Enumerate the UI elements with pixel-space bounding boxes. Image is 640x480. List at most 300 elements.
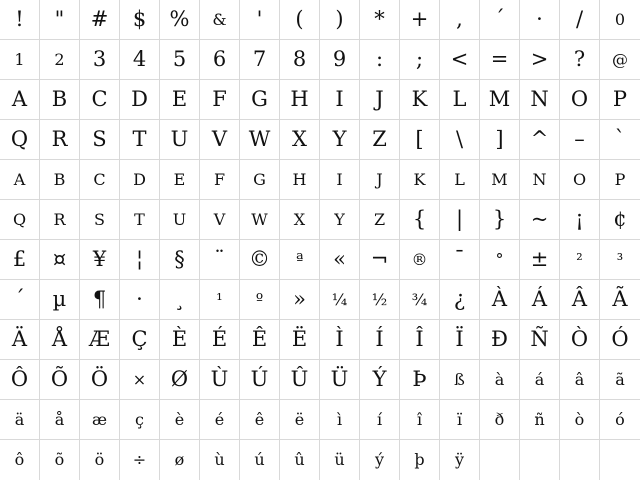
glyph-cell[interactable] <box>80 160 120 200</box>
glyph-character: U <box>172 209 187 229</box>
glyph-cell[interactable] <box>0 200 40 240</box>
glyph-cell[interactable] <box>120 120 160 160</box>
glyph-cell[interactable] <box>240 360 280 400</box>
glyph-cell[interactable] <box>200 240 240 280</box>
glyph-cell[interactable] <box>480 360 520 400</box>
glyph-cell[interactable] <box>400 0 440 40</box>
glyph-character: V <box>211 127 228 151</box>
glyph-cell[interactable] <box>320 320 360 360</box>
glyph-character: ¡ <box>575 207 584 231</box>
glyph-cell[interactable] <box>600 200 640 240</box>
glyph-cell[interactable] <box>560 160 600 200</box>
glyph-cell[interactable] <box>200 120 240 160</box>
glyph-character: Þ <box>412 367 427 391</box>
glyph-cell[interactable] <box>0 440 40 480</box>
glyph-cell[interactable] <box>160 360 200 400</box>
glyph-cell[interactable] <box>520 40 560 80</box>
glyph-cell[interactable] <box>80 40 120 80</box>
glyph-cell[interactable] <box>400 360 440 400</box>
glyph-character: Ö <box>90 367 109 391</box>
glyph-cell[interactable] <box>560 440 600 480</box>
glyph-character: H <box>290 87 309 111</box>
glyph-cell[interactable] <box>280 200 320 240</box>
glyph-character: å <box>54 409 65 429</box>
glyph-character: § <box>174 247 185 271</box>
glyph-character: ] <box>495 127 504 151</box>
glyph-character: ½ <box>371 289 388 309</box>
glyph-cell[interactable] <box>560 400 600 440</box>
glyph-cell[interactable] <box>200 80 240 120</box>
glyph-cell[interactable] <box>160 0 200 40</box>
glyph-character: Û <box>290 367 309 391</box>
glyph-cell[interactable] <box>520 400 560 440</box>
glyph-cell[interactable] <box>120 360 160 400</box>
glyph-cell[interactable] <box>480 440 520 480</box>
glyph-character: ¿ <box>453 287 466 311</box>
glyph-cell[interactable] <box>0 360 40 400</box>
glyph-character: Ä <box>11 327 28 351</box>
glyph-cell[interactable] <box>200 40 240 80</box>
glyph-cell[interactable] <box>480 120 520 160</box>
glyph-cell[interactable] <box>360 280 400 320</box>
glyph-character: ¹ <box>216 289 223 309</box>
glyph-cell[interactable] <box>400 240 440 280</box>
glyph-character: ô <box>14 450 25 469</box>
glyph-cell[interactable] <box>280 280 320 320</box>
glyph-cell[interactable] <box>600 0 640 40</box>
glyph-character: Â <box>571 287 588 311</box>
glyph-cell[interactable] <box>40 40 80 80</box>
glyph-character: ) <box>335 7 344 31</box>
glyph-character: ³ <box>616 249 624 269</box>
glyph-character: S <box>92 127 107 151</box>
glyph-character: ª <box>295 249 304 269</box>
glyph-cell[interactable] <box>400 440 440 480</box>
glyph-character: Ü <box>330 367 349 391</box>
glyph-character: 5 <box>172 47 187 71</box>
glyph-character: J <box>376 169 383 189</box>
glyph-character: Å <box>51 327 68 351</box>
glyph-character: E <box>171 87 188 111</box>
glyph-cell[interactable] <box>360 200 400 240</box>
glyph-cell[interactable] <box>40 320 80 360</box>
glyph-cell[interactable] <box>560 0 600 40</box>
glyph-character: D <box>131 87 148 111</box>
glyph-character: W <box>248 127 271 151</box>
glyph-cell[interactable] <box>520 80 560 120</box>
glyph-character: £ <box>12 247 27 271</box>
glyph-cell[interactable] <box>280 120 320 160</box>
glyph-character: 8 <box>292 47 307 71</box>
glyph-cell[interactable] <box>200 280 240 320</box>
glyph-cell[interactable] <box>160 40 200 80</box>
glyph-cell[interactable] <box>280 320 320 360</box>
glyph-character: A <box>11 87 28 111</box>
glyph-cell[interactable] <box>480 80 520 120</box>
glyph-character: L <box>454 169 465 189</box>
glyph-cell[interactable] <box>40 440 80 480</box>
glyph-cell[interactable] <box>440 120 480 160</box>
glyph-character: < <box>450 47 469 71</box>
glyph-cell[interactable] <box>160 240 200 280</box>
glyph-cell[interactable] <box>240 40 280 80</box>
glyph-cell[interactable] <box>120 240 160 280</box>
glyph-character: ÿ <box>454 450 465 469</box>
glyph-cell[interactable] <box>240 160 280 200</box>
glyph-cell[interactable] <box>320 200 360 240</box>
glyph-cell[interactable] <box>240 400 280 440</box>
glyph-cell[interactable] <box>400 160 440 200</box>
glyph-cell[interactable] <box>120 80 160 120</box>
glyph-cell[interactable] <box>320 80 360 120</box>
glyph-cell[interactable] <box>240 80 280 120</box>
glyph-cell[interactable] <box>320 280 360 320</box>
glyph-cell[interactable] <box>120 440 160 480</box>
glyph-character: ; <box>415 47 424 71</box>
glyph-character: Ð <box>491 327 508 351</box>
glyph-cell[interactable] <box>0 240 40 280</box>
glyph-character: | <box>455 207 464 231</box>
glyph-cell[interactable] <box>160 80 200 120</box>
glyph-cell[interactable] <box>440 40 480 80</box>
glyph-cell[interactable] <box>160 200 200 240</box>
glyph-cell[interactable] <box>320 440 360 480</box>
glyph-cell[interactable] <box>120 280 160 320</box>
glyph-cell[interactable] <box>80 280 120 320</box>
glyph-cell[interactable] <box>520 160 560 200</box>
glyph-cell[interactable] <box>280 0 320 40</box>
glyph-cell[interactable] <box>560 320 600 360</box>
glyph-character: × <box>132 369 147 389</box>
glyph-character: " <box>54 7 65 31</box>
glyph-cell[interactable] <box>360 40 400 80</box>
glyph-cell[interactable] <box>520 440 560 480</box>
glyph-cell[interactable] <box>480 0 520 40</box>
glyph-cell[interactable] <box>40 0 80 40</box>
glyph-cell[interactable] <box>240 280 280 320</box>
glyph-character: V <box>213 209 226 229</box>
glyph-cell[interactable] <box>40 360 80 400</box>
glyph-character: ! <box>15 7 24 31</box>
glyph-character: È <box>171 327 188 351</box>
glyph-cell[interactable] <box>400 320 440 360</box>
glyph-cell[interactable] <box>520 200 560 240</box>
glyph-cell[interactable] <box>120 400 160 440</box>
glyph-cell[interactable] <box>560 360 600 400</box>
glyph-cell[interactable] <box>440 360 480 400</box>
glyph-character: ¤ <box>52 247 67 271</box>
glyph-character: ù <box>214 450 225 469</box>
glyph-character: ñ <box>534 409 545 429</box>
glyph-cell[interactable] <box>80 200 120 240</box>
glyph-cell[interactable] <box>280 80 320 120</box>
glyph-cell[interactable] <box>480 160 520 200</box>
glyph-cell[interactable] <box>200 360 240 400</box>
glyph-character: ´ <box>494 7 505 31</box>
glyph-character: Í <box>375 327 384 351</box>
glyph-cell[interactable] <box>320 400 360 440</box>
glyph-cell[interactable] <box>480 240 520 280</box>
glyph-character: ú <box>254 450 265 469</box>
glyph-cell[interactable] <box>200 320 240 360</box>
glyph-cell[interactable] <box>600 440 640 480</box>
glyph-character: Ì <box>335 327 344 351</box>
glyph-character: [ <box>415 127 424 151</box>
glyph-cell[interactable] <box>40 200 80 240</box>
glyph-cell[interactable] <box>320 0 360 40</box>
glyph-cell[interactable] <box>80 80 120 120</box>
glyph-cell[interactable] <box>440 80 480 120</box>
glyph-character: B <box>53 169 66 189</box>
glyph-character: U <box>170 127 189 151</box>
glyph-character: $ <box>132 7 147 31</box>
glyph-cell[interactable] <box>120 200 160 240</box>
glyph-cell[interactable] <box>280 400 320 440</box>
glyph-character: C <box>91 87 108 111</box>
glyph-character: B <box>51 87 68 111</box>
glyph-character: Ï <box>455 327 464 351</box>
glyph-cell[interactable] <box>320 40 360 80</box>
glyph-character: Ò <box>570 327 589 351</box>
glyph-cell[interactable] <box>360 440 400 480</box>
glyph-character: Æ <box>88 327 111 351</box>
glyph-cell[interactable] <box>360 360 400 400</box>
glyph-cell[interactable] <box>80 360 120 400</box>
glyph-cell[interactable] <box>320 360 360 400</box>
glyph-cell[interactable] <box>40 400 80 440</box>
glyph-cell[interactable] <box>120 40 160 80</box>
glyph-character: W <box>251 209 268 229</box>
glyph-cell[interactable] <box>280 240 320 280</box>
glyph-cell[interactable] <box>160 120 200 160</box>
glyph-character: ~ <box>530 207 549 231</box>
glyph-cell[interactable] <box>240 120 280 160</box>
glyph-cell[interactable] <box>560 120 600 160</box>
glyph-cell[interactable] <box>560 240 600 280</box>
glyph-cell[interactable] <box>240 440 280 480</box>
glyph-cell[interactable] <box>80 320 120 360</box>
glyph-cell[interactable] <box>520 280 560 320</box>
glyph-cell[interactable] <box>360 160 400 200</box>
glyph-cell[interactable] <box>0 120 40 160</box>
glyph-cell[interactable] <box>440 200 480 240</box>
glyph-cell[interactable] <box>520 360 560 400</box>
glyph-character: S <box>94 209 105 229</box>
glyph-cell[interactable] <box>440 280 480 320</box>
glyph-cell[interactable] <box>480 320 520 360</box>
glyph-character: 2 <box>54 49 65 69</box>
glyph-cell[interactable] <box>360 240 400 280</box>
glyph-cell[interactable] <box>160 400 200 440</box>
glyph-cell[interactable] <box>400 120 440 160</box>
glyph-cell[interactable] <box>600 40 640 80</box>
glyph-character: # <box>90 7 109 31</box>
glyph-cell[interactable] <box>120 160 160 200</box>
glyph-cell[interactable] <box>600 320 640 360</box>
glyph-cell[interactable] <box>400 200 440 240</box>
glyph-cell[interactable] <box>480 400 520 440</box>
glyph-cell[interactable] <box>360 120 400 160</box>
glyph-cell[interactable] <box>280 360 320 400</box>
glyph-character: F <box>213 169 226 189</box>
glyph-cell[interactable] <box>440 160 480 200</box>
glyph-cell[interactable] <box>600 360 640 400</box>
glyph-cell[interactable] <box>160 440 200 480</box>
glyph-cell[interactable] <box>280 440 320 480</box>
glyph-cell[interactable] <box>40 160 80 200</box>
glyph-cell[interactable] <box>320 240 360 280</box>
glyph-character: D <box>133 169 146 189</box>
glyph-character: 0 <box>614 9 626 29</box>
glyph-cell[interactable] <box>240 200 280 240</box>
glyph-cell[interactable] <box>280 160 320 200</box>
glyph-cell[interactable] <box>360 0 400 40</box>
glyph-character: É <box>211 327 228 351</box>
glyph-cell[interactable] <box>400 40 440 80</box>
glyph-character: F <box>212 87 227 111</box>
glyph-character: ê <box>254 409 265 429</box>
glyph-cell[interactable] <box>40 240 80 280</box>
glyph-character: ý <box>374 450 385 469</box>
glyph-character: â <box>574 369 585 389</box>
glyph-character: ö <box>94 450 105 469</box>
glyph-cell[interactable] <box>480 40 520 80</box>
glyph-cell[interactable] <box>0 320 40 360</box>
glyph-cell[interactable] <box>440 320 480 360</box>
glyph-character: 6 <box>212 47 227 71</box>
glyph-cell[interactable] <box>80 240 120 280</box>
glyph-cell[interactable] <box>480 200 520 240</box>
glyph-cell[interactable] <box>120 0 160 40</box>
glyph-cell[interactable] <box>600 80 640 120</box>
glyph-character: I <box>336 169 343 189</box>
glyph-character: î <box>416 409 423 429</box>
glyph-cell[interactable] <box>0 280 40 320</box>
glyph-cell[interactable] <box>600 240 640 280</box>
glyph-cell[interactable] <box>600 120 640 160</box>
glyph-cell[interactable] <box>560 80 600 120</box>
glyph-character: í <box>376 409 383 429</box>
glyph-cell[interactable] <box>560 40 600 80</box>
glyph-character: + <box>410 7 429 31</box>
glyph-character: T <box>134 209 145 229</box>
glyph-cell[interactable] <box>600 400 640 440</box>
glyph-cell[interactable] <box>320 160 360 200</box>
glyph-cell[interactable] <box>280 40 320 80</box>
glyph-character: Ó <box>611 327 629 351</box>
glyph-cell[interactable] <box>560 280 600 320</box>
glyph-cell[interactable] <box>560 200 600 240</box>
glyph-cell[interactable] <box>520 0 560 40</box>
glyph-cell[interactable] <box>160 320 200 360</box>
glyph-character: R <box>51 127 68 151</box>
glyph-character: Q <box>10 127 29 151</box>
glyph-character: Õ <box>50 367 69 391</box>
glyph-cell[interactable] <box>0 160 40 200</box>
glyph-cell[interactable] <box>520 320 560 360</box>
glyph-character: Î <box>415 327 424 351</box>
glyph-character: / <box>575 7 584 31</box>
glyph-cell[interactable] <box>400 280 440 320</box>
glyph-cell[interactable] <box>80 0 120 40</box>
glyph-cell[interactable] <box>80 400 120 440</box>
glyph-cell[interactable] <box>80 440 120 480</box>
glyph-cell[interactable] <box>0 400 40 440</box>
glyph-cell[interactable] <box>440 400 480 440</box>
glyph-character: ß <box>454 369 465 389</box>
glyph-character: û <box>294 450 305 469</box>
glyph-cell[interactable] <box>240 320 280 360</box>
glyph-cell[interactable] <box>240 240 280 280</box>
glyph-cell[interactable] <box>360 80 400 120</box>
glyph-character: ç <box>135 409 144 429</box>
glyph-cell[interactable] <box>520 120 560 160</box>
glyph-character: Ô <box>10 367 29 391</box>
glyph-cell[interactable] <box>440 240 480 280</box>
glyph-cell[interactable] <box>200 0 240 40</box>
glyph-character: J <box>375 87 384 111</box>
glyph-character: ¯ <box>454 247 465 271</box>
glyph-cell[interactable] <box>120 320 160 360</box>
glyph-cell[interactable] <box>320 120 360 160</box>
glyph-character: ä <box>14 409 25 429</box>
glyph-character: ø <box>174 450 185 469</box>
glyph-character: : <box>375 47 384 71</box>
glyph-cell[interactable] <box>200 160 240 200</box>
glyph-cell[interactable] <box>440 0 480 40</box>
glyph-cell[interactable] <box>160 160 200 200</box>
glyph-cell[interactable] <box>160 280 200 320</box>
glyph-cell[interactable] <box>600 160 640 200</box>
glyph-cell[interactable] <box>440 440 480 480</box>
glyph-cell[interactable] <box>80 120 120 160</box>
glyph-cell[interactable] <box>0 80 40 120</box>
glyph-character: ( <box>295 7 304 31</box>
glyph-cell[interactable] <box>200 400 240 440</box>
glyph-cell[interactable] <box>40 80 80 120</box>
glyph-cell[interactable] <box>400 80 440 120</box>
glyph-character: ¼ <box>331 289 348 309</box>
glyph-character: A <box>13 169 26 189</box>
glyph-cell[interactable] <box>480 280 520 320</box>
glyph-cell[interactable] <box>200 440 240 480</box>
glyph-character: P <box>614 169 626 189</box>
glyph-character: æ <box>91 409 108 429</box>
glyph-cell[interactable] <box>360 400 400 440</box>
glyph-cell[interactable] <box>400 400 440 440</box>
glyph-character: è <box>174 409 185 429</box>
glyph-character: Ç <box>131 327 148 351</box>
glyph-character: ò <box>574 409 585 429</box>
glyph-cell[interactable] <box>360 320 400 360</box>
glyph-cell[interactable] <box>40 120 80 160</box>
glyph-cell[interactable] <box>520 240 560 280</box>
glyph-character: % <box>169 7 190 31</box>
glyph-character: á <box>534 369 545 389</box>
glyph-character: ° <box>495 249 504 269</box>
glyph-cell[interactable] <box>0 40 40 80</box>
glyph-cell[interactable] <box>0 0 40 40</box>
glyph-cell[interactable] <box>240 0 280 40</box>
glyph-character: ¢ <box>613 207 627 231</box>
glyph-cell[interactable] <box>600 280 640 320</box>
glyph-character: \ <box>455 127 464 151</box>
glyph-cell[interactable] <box>40 280 80 320</box>
glyph-character: µ <box>52 287 67 311</box>
glyph-character: * <box>374 7 385 31</box>
glyph-cell[interactable] <box>200 200 240 240</box>
glyph-character: ÷ <box>132 450 147 469</box>
